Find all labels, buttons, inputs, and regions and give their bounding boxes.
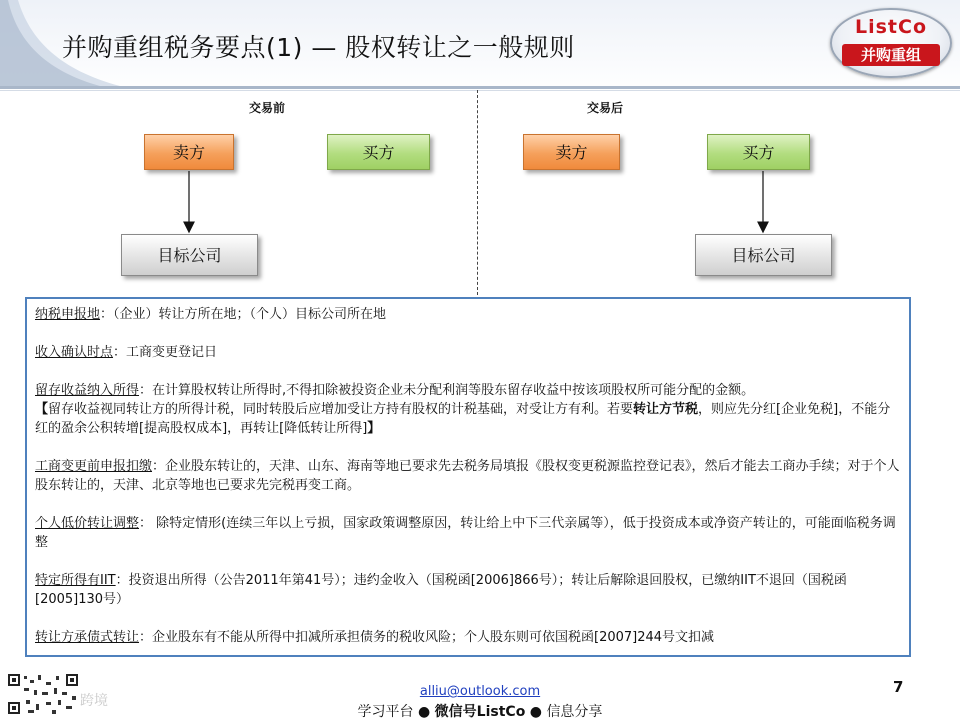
logo-text-bottom: 并购重组 <box>842 44 940 66</box>
para-retained-earnings <box>35 381 901 400</box>
para-pre-registration-filing <box>35 457 901 495</box>
text-tax-filing-location: ：（企业）转让方所在地；（个人）目标公司所在地 <box>100 307 387 322</box>
para-income-recognition <box>35 343 901 362</box>
bullet-dot-icon: ● <box>418 704 431 720</box>
text-debt-assumption-transfer: ：企业股东有不能从所得中扣减所承担债务的税收风险；个人股东则可依国税函[2007]244号文扣减 <box>139 630 715 645</box>
after-target-box: 目标公司 <box>695 234 832 276</box>
label-tax-filing-location: 纳税申报地 <box>35 307 101 322</box>
footer-sub-1: 学习平台 <box>357 704 414 720</box>
before-label: 交易前 <box>249 101 286 115</box>
text-low-price-transfer: ： 除特定情形(连续三年以上亏损，国家政策调整原因，转让给上中下三代亲属等），低于投资成本或净资产转让的，可能面临税务调整 <box>35 516 896 550</box>
para-retained-earnings-note <box>35 400 901 438</box>
footer-email-link[interactable]: alliu@outlook.com <box>419 684 541 699</box>
before-seller-box: 卖方 <box>144 134 234 170</box>
footer-sub-3: 信息分享 <box>546 704 603 720</box>
para-low-price-transfer <box>35 514 901 552</box>
label-income-recognition: 收入确认时点 <box>35 345 114 360</box>
after-seller-box: 卖方 <box>523 134 620 170</box>
bullet-dot-icon: ● <box>529 704 542 720</box>
page-title: 并购重组税务要点(1) — 股权转让之一般规则 <box>62 33 575 62</box>
before-target-box: 目标公司 <box>121 234 258 276</box>
footer-watermark: 跨境 <box>80 693 108 709</box>
content-box <box>25 297 911 657</box>
label-low-price-transfer: 个人低价转让调整 <box>35 516 140 531</box>
text-income-recognition: ：工商变更登记日 <box>113 345 218 360</box>
para-tax-filing-location <box>35 305 901 324</box>
note-text-1: 留存收益视同转让方的所得计税，同时转股后应增加受让方持有股权的计税基础，对受让方有利。若要 <box>48 402 634 417</box>
footer-subtitle <box>0 701 960 721</box>
text-pre-registration-filing: ：企业股东转让的，天津、山东、海南等地已要求先去税务局填报《股权变更税源监控登记表》，然后才能去工商办手续；对于个人股东转让的，天津、北京等地也已要求先完税再变工商。 <box>35 459 900 493</box>
after-label: 交易后 <box>587 101 624 115</box>
para-specific-income-iit <box>35 571 901 609</box>
note-text-2: ，则应先分红[企业免税]，不能分红的盈余公积转增[提高股权成本]，再转让[降低转让所得] <box>35 402 891 436</box>
page-number: 7 <box>893 678 904 696</box>
label-specific-income-iit: 特定所得有IIT <box>35 573 116 588</box>
before-buyer-box: 买方 <box>327 134 430 170</box>
note-bold: 转让方节税 <box>633 402 699 417</box>
text-retained-earnings: ：在计算股权转让所得时,不得扣除被投资企业未分配利润等股东留存收益中按该项股权所可能分配的金额。 <box>139 383 755 398</box>
footer-sub-2: 微信号ListCo <box>434 704 526 720</box>
para-debt-assumption-transfer <box>35 628 901 647</box>
diagram-arrows <box>0 0 960 300</box>
after-buyer-box: 买方 <box>707 134 810 170</box>
logo-text-top: ListCo <box>854 16 927 38</box>
note-bracket-close: 】 <box>367 421 381 436</box>
label-pre-registration-filing: 工商变更前申报扣缴 <box>35 459 153 474</box>
note-bracket-open: 【 <box>35 402 49 417</box>
label-debt-assumption-transfer: 转让方承债式转让 <box>35 630 140 645</box>
text-specific-income-iit: ：投资退出所得（公告2011年第41号）；违约金收入（国税函[2006]866号）；转让后解除退回股权，已缴纳IIT不退回（国税函[2005]130号） <box>35 573 847 607</box>
label-retained-earnings: 留存收益纳入所得 <box>35 383 140 398</box>
